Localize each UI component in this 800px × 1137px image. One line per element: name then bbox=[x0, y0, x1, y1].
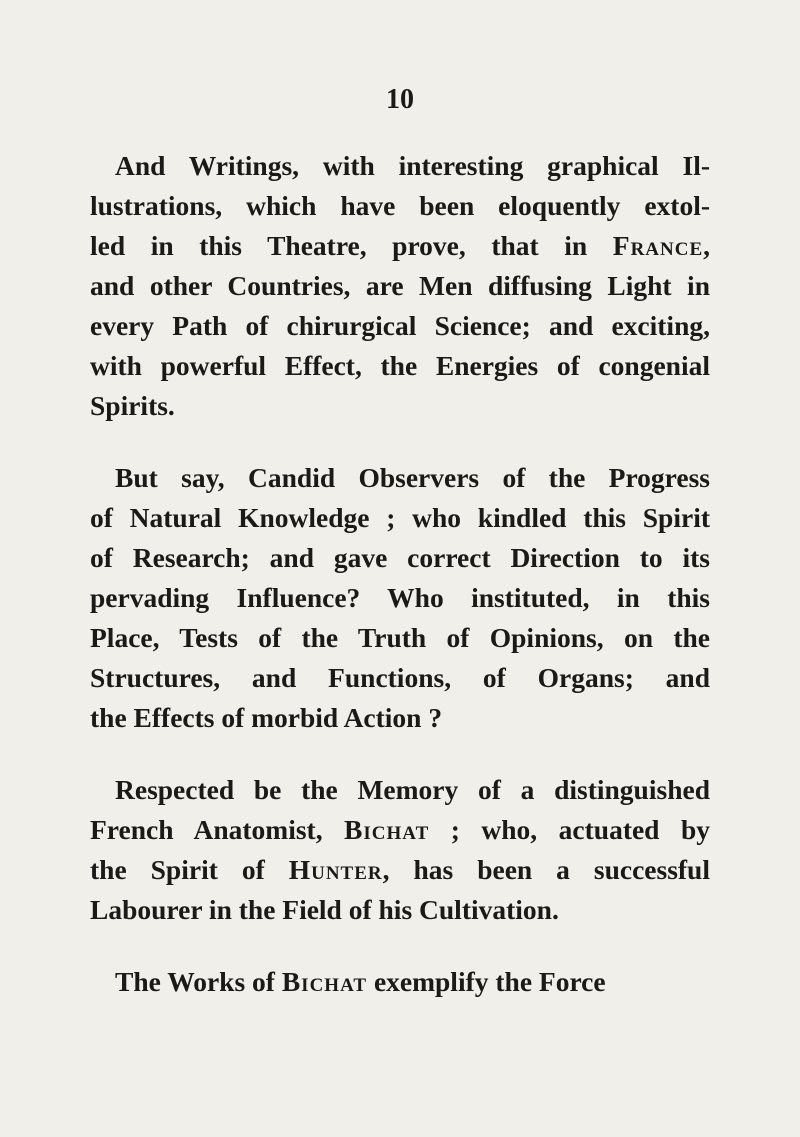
text-segment: ; who, actuated by bbox=[429, 814, 710, 845]
small-caps-name: Bichat bbox=[344, 814, 430, 845]
paragraph-gap bbox=[90, 930, 710, 962]
text-segment: the Effects of morbid Action ? bbox=[90, 702, 443, 733]
text-line bbox=[90, 458, 710, 498]
text-line bbox=[90, 698, 710, 738]
text-line bbox=[90, 186, 710, 226]
text-line bbox=[90, 498, 710, 538]
text-line bbox=[90, 890, 710, 930]
paragraph bbox=[90, 770, 710, 930]
text-line bbox=[90, 658, 710, 698]
text-segment: The Works of bbox=[115, 966, 282, 997]
text-segment: lustrations, which have been eloquently extol- bbox=[90, 190, 710, 221]
small-caps-name: Bichat bbox=[281, 966, 368, 997]
text-segment: and other Countries, are Men diffusing Light in bbox=[90, 270, 710, 301]
text-segment: of Natural Knowledge ; who kindled this Spirit bbox=[90, 502, 710, 533]
text-line bbox=[90, 538, 710, 578]
text-line bbox=[90, 770, 710, 810]
text-segment: every Path of chirurgical Science; and exciting, bbox=[90, 310, 710, 341]
text-line bbox=[90, 850, 710, 890]
text-segment: Structures, and Functions, of Organs; and bbox=[90, 662, 710, 693]
text-segment: Labourer in the Field of his Cultivation. bbox=[90, 894, 559, 925]
text-segment: Place, Tests of the Truth of Opinions, on the bbox=[90, 622, 710, 653]
text-line bbox=[90, 962, 710, 1002]
text-segment: Respected be the Memory of a distinguished bbox=[115, 774, 710, 805]
text-segment: pervading Influence? Who instituted, in this bbox=[90, 582, 710, 613]
text-segment: French Anatomist, bbox=[90, 814, 345, 845]
body-text bbox=[90, 146, 710, 1002]
text-segment: , has been a successful bbox=[382, 854, 710, 885]
text-line bbox=[90, 810, 710, 850]
text-segment: with powerful Effect, the Energies of congenial bbox=[90, 350, 710, 381]
text-line bbox=[90, 618, 710, 658]
page-number: 10 bbox=[386, 84, 414, 115]
paragraph bbox=[90, 458, 710, 738]
paragraph-gap bbox=[90, 426, 710, 458]
text-line bbox=[90, 146, 710, 186]
text-segment: And Writings, with interesting graphical Il- bbox=[115, 150, 710, 181]
paragraph-gap bbox=[90, 738, 710, 770]
text-line bbox=[90, 266, 710, 306]
small-caps-name: Hunter bbox=[288, 854, 383, 885]
text-segment: But say, Candid Observers of the Progress bbox=[115, 462, 710, 493]
paragraph bbox=[90, 146, 710, 426]
text-line bbox=[90, 226, 710, 266]
paragraph bbox=[90, 962, 710, 1002]
text-line bbox=[90, 346, 710, 386]
text-segment: led in this Theatre, prove, that in bbox=[90, 230, 613, 261]
text-segment: of Research; and gave correct Direction to its bbox=[90, 542, 710, 573]
text-segment: , bbox=[703, 230, 710, 261]
text-line bbox=[90, 386, 710, 426]
text-line bbox=[90, 306, 710, 346]
text-segment: the Spirit of bbox=[90, 854, 289, 885]
text-segment: exemplify the Force bbox=[367, 966, 606, 997]
small-caps-name: France bbox=[612, 230, 704, 261]
text-segment: Spirits. bbox=[90, 390, 175, 421]
text-line bbox=[90, 578, 710, 618]
